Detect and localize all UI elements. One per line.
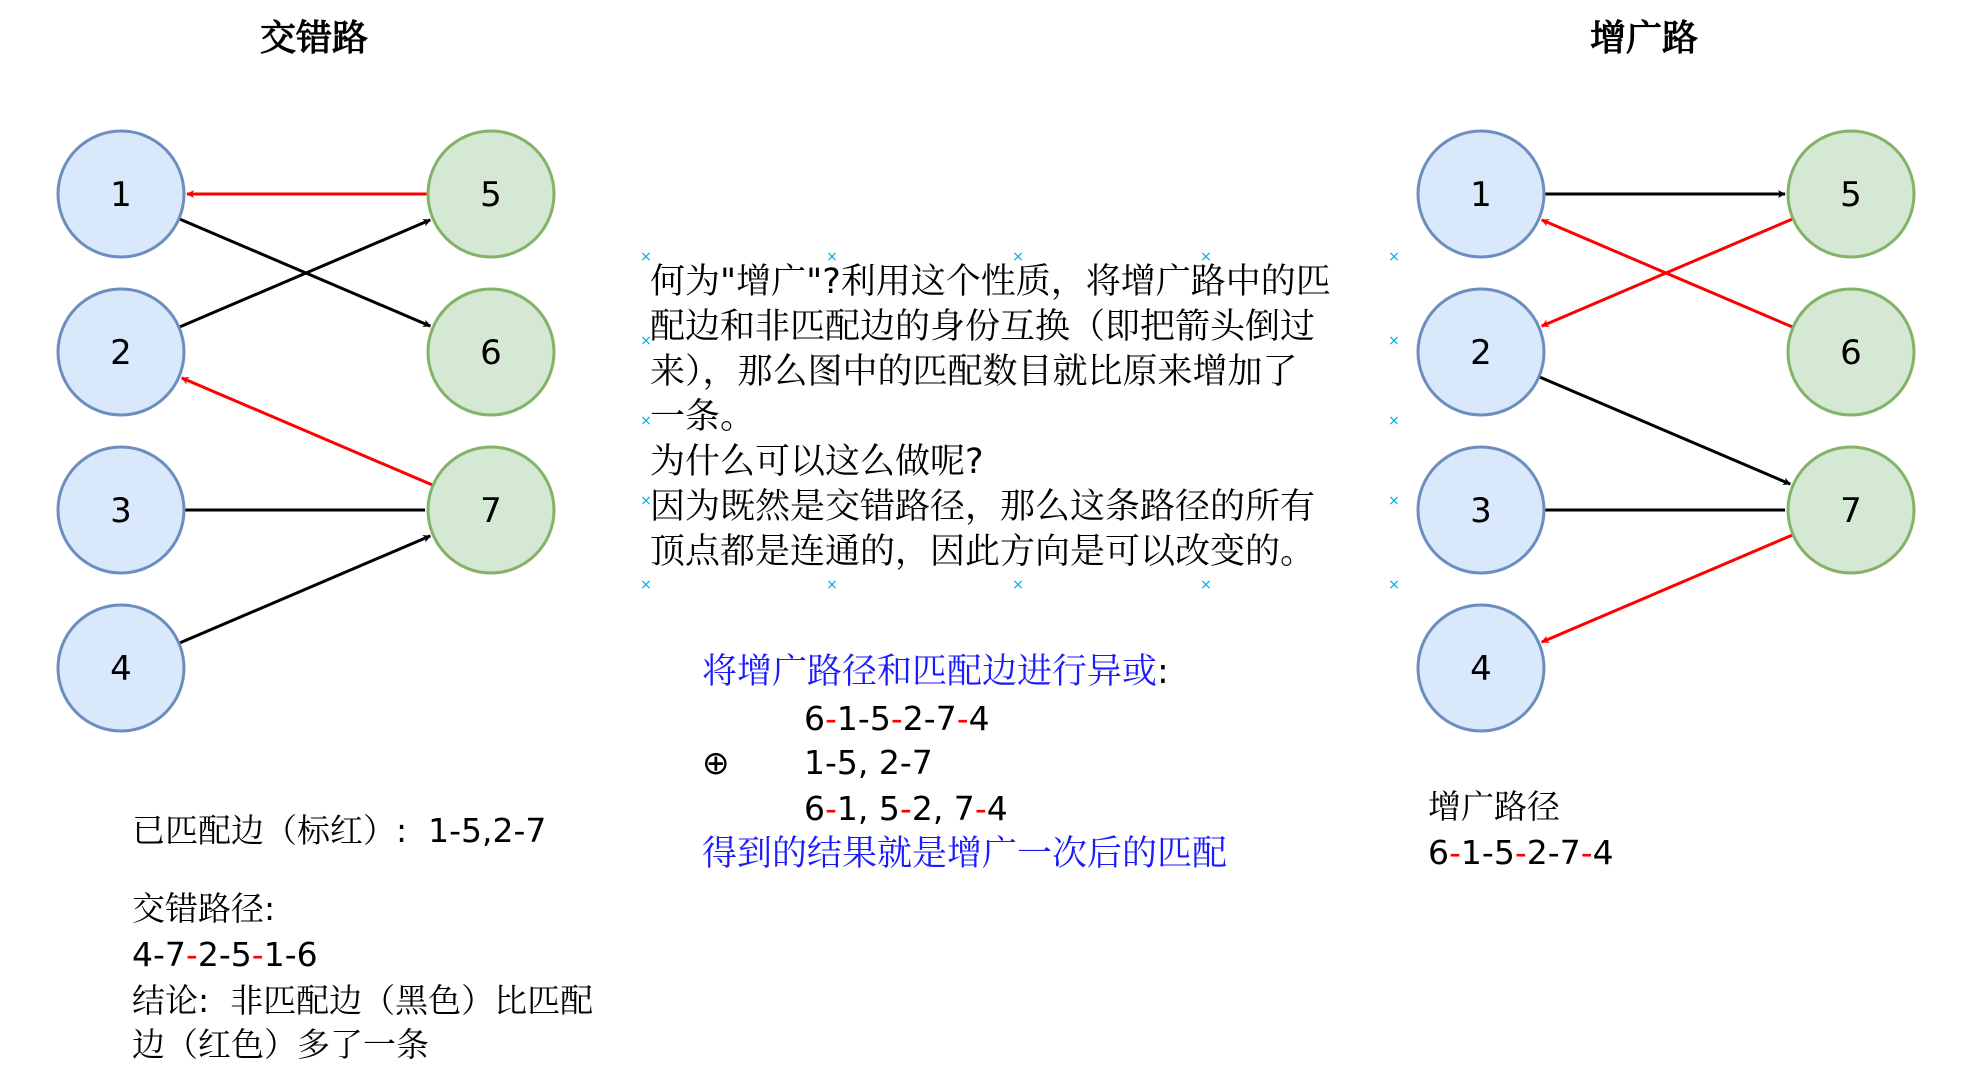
resize-handle[interactable]: ×: [640, 413, 652, 429]
left-node-label-3: 3: [110, 491, 132, 531]
resize-handle[interactable]: ×: [640, 249, 652, 265]
path-segment: -: [956, 699, 969, 738]
path-segment: -: [1514, 833, 1527, 872]
right-node-label-6: 6: [1840, 333, 1862, 373]
right-node-3: [1418, 447, 1544, 573]
right-graph-edges: [1539, 194, 1793, 642]
left-node-7: [428, 447, 554, 573]
conclusion-line-1: 结论: 非匹配边（黑色）比匹配: [132, 981, 594, 1020]
path-segment: 5: [869, 699, 891, 738]
right-node-label-3: 3: [1470, 491, 1492, 531]
right-node-label-4: 4: [1470, 649, 1492, 689]
left-node-label-4: 4: [110, 649, 132, 689]
path-segment: -: [825, 789, 837, 828]
matched-edges-title: 已匹配边（标红）:: [132, 811, 408, 850]
path-segment: 7: [164, 935, 186, 974]
augmenting-path-label: 增广路径: [1428, 787, 1560, 826]
resize-handle[interactable]: ×: [1388, 493, 1400, 509]
path-segment: 1: [836, 699, 858, 738]
matched-edges-label: [132, 808, 546, 853]
right-title: 增广路: [1590, 18, 1699, 59]
left-node-label-2: 2: [110, 333, 132, 373]
path-segment: 6: [804, 699, 825, 738]
left-graph-edges: [179, 194, 433, 643]
path-segment: 1: [1460, 833, 1482, 872]
right-node-1: [1418, 131, 1544, 257]
resize-handle[interactable]: ×: [1388, 413, 1400, 429]
left-edge-l7-l2: [182, 378, 433, 485]
path-segment: 4: [968, 699, 990, 738]
resize-handle[interactable]: ×: [826, 577, 838, 593]
left-node-3: [58, 447, 184, 573]
path-segment: 6: [1428, 833, 1449, 872]
path-segment: 4: [1592, 833, 1614, 872]
xor-path-line: [804, 696, 990, 741]
path-segment: -: [1580, 833, 1593, 872]
left-node-1: [58, 131, 184, 257]
path-segment: 4: [986, 789, 1008, 828]
right-node-label-1: 1: [1470, 175, 1492, 215]
left-node-label-1: 1: [110, 175, 132, 215]
resize-handle[interactable]: ×: [1200, 249, 1212, 265]
xor-result-caption: 得到的结果就是增广一次后的匹配: [702, 834, 1228, 874]
path-segment: -: [857, 699, 870, 738]
resize-handle[interactable]: ×: [1200, 577, 1212, 593]
path-segment: -: [218, 935, 231, 974]
path-segment: 7: [1559, 833, 1581, 872]
augmenting-path-value: [1428, 830, 1614, 875]
xor-title-text: 将增广路径和匹配边进行异或: [702, 652, 1158, 692]
right-node-label-7: 7: [1840, 491, 1862, 531]
path-segment: 6: [296, 935, 318, 974]
path-segment: -: [185, 935, 198, 974]
left-node-5: [428, 131, 554, 257]
explanation-line-2: 配边和非匹配边的身份互换（即把箭头倒过: [650, 307, 1316, 347]
path-segment: -: [251, 935, 264, 974]
path-segment: 6: [804, 789, 825, 828]
left-title: 交错路: [260, 18, 369, 59]
explanation-line-5: 为什么可以这么做呢?: [650, 442, 984, 482]
right-edge-r7-r4: [1542, 535, 1793, 642]
explanation-line-1: 何为"增广"?利用这个性质，将增广路中的匹: [650, 262, 1331, 302]
alternating-path-label: 交错路径:: [132, 889, 276, 928]
explanation-line-6: 因为既然是交错路径，那么这条路径的所有: [650, 487, 1316, 527]
xor-title: [702, 650, 1169, 695]
path-segment: -: [923, 699, 936, 738]
path-segment: -: [153, 935, 165, 974]
right-node-7: [1788, 447, 1914, 573]
left-node-6: [428, 289, 554, 415]
path-segment: 2: [197, 935, 219, 974]
path-segment: 5: [1493, 833, 1515, 872]
alternating-path-value: [132, 932, 318, 977]
right-node-6: [1788, 289, 1914, 415]
explanation-line-3: 来），那么图中的匹配数目就比原来增加了: [650, 352, 1298, 392]
right-edge-r2-r7: [1539, 377, 1790, 484]
path-segment: -: [1449, 833, 1461, 872]
right-node-5: [1788, 131, 1914, 257]
right-node-label-5: 5: [1840, 175, 1862, 215]
resize-handle[interactable]: ×: [1388, 249, 1400, 265]
resize-handle[interactable]: ×: [640, 333, 652, 349]
explanation-line-4: 一条。: [650, 397, 756, 437]
conclusion-line-2: 边（红色）多了一条: [132, 1025, 429, 1064]
path-segment: -: [890, 699, 903, 738]
left-node-label-7: 7: [480, 491, 502, 531]
right-node-2: [1418, 289, 1544, 415]
right-node-label-2: 2: [1470, 333, 1492, 373]
path-segment: -: [899, 789, 912, 828]
path-segment: 7: [935, 699, 957, 738]
resize-handle[interactable]: ×: [1388, 577, 1400, 593]
resize-handle[interactable]: ×: [640, 577, 652, 593]
right-node-4: [1418, 605, 1544, 731]
path-segment: 2: [1526, 833, 1548, 872]
left-node-label-6: 6: [480, 333, 502, 373]
path-segment: -: [1481, 833, 1494, 872]
left-node-label-5: 5: [480, 175, 502, 215]
resize-handle[interactable]: ×: [1012, 577, 1024, 593]
resize-handle[interactable]: ×: [1388, 333, 1400, 349]
path-segment: 5: [230, 935, 252, 974]
explanation-line-7: 顶点都是连通的，因此方向是可以改变的。: [650, 532, 1316, 572]
left-edge-l4-l7: [179, 536, 430, 643]
left-node-2: [58, 289, 184, 415]
xor-matched-line: 1-5, 2-7: [804, 743, 933, 782]
path-segment: -: [825, 699, 837, 738]
path-segment: -: [284, 935, 297, 974]
path-segment: 4: [132, 935, 153, 974]
path-segment: 2: [902, 699, 924, 738]
xor-symbol: ⊕: [702, 743, 730, 782]
path-segment: 1: [263, 935, 285, 974]
path-segment: 1, 5: [836, 789, 900, 828]
xor-title-colon: :: [1157, 652, 1169, 692]
xor-result-line: [804, 786, 1008, 831]
left-node-4: [58, 605, 184, 731]
resize-handle[interactable]: ×: [640, 493, 652, 509]
augment-explanation: [650, 260, 1390, 575]
path-segment: -: [974, 789, 987, 828]
path-segment: 2, 7: [911, 789, 975, 828]
path-segment: -: [1547, 833, 1560, 872]
resize-handle[interactable]: ×: [826, 249, 838, 265]
resize-handle[interactable]: ×: [1012, 249, 1024, 265]
matched-edges-value: 1-5,2-7: [428, 811, 547, 850]
